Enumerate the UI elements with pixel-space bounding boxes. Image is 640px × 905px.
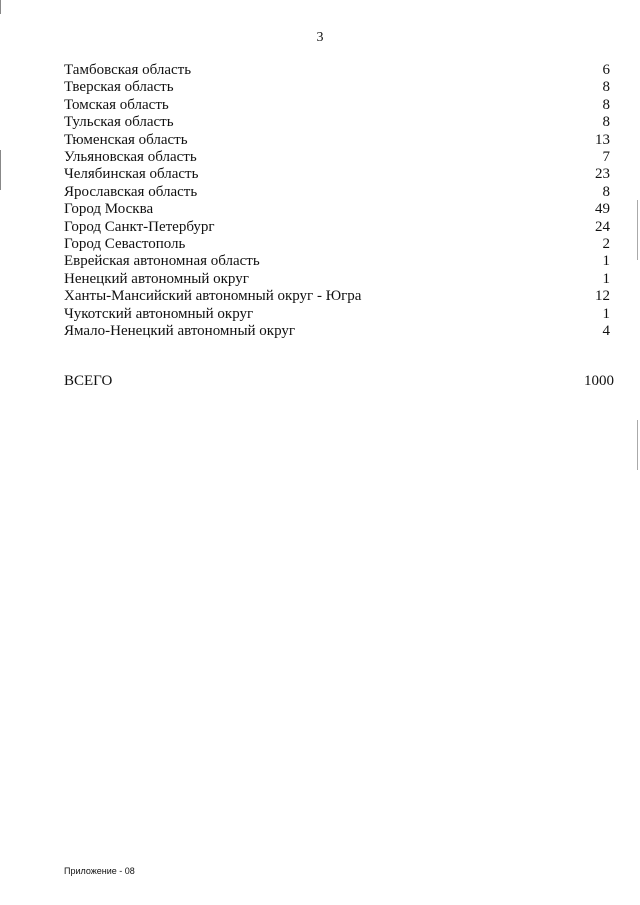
region-name: Ярославская область	[64, 183, 198, 200]
table-row	[64, 149, 610, 166]
table-row	[64, 166, 610, 183]
region-value: 1	[602, 305, 610, 322]
table-row	[64, 323, 610, 340]
page-number: 3	[316, 30, 324, 45]
region-name: Ненецкий автономный округ	[64, 270, 249, 287]
scan-edge-mark-right	[637, 420, 638, 470]
table-row	[64, 97, 610, 114]
region-value: 23	[595, 166, 610, 183]
region-name: Челябинская область	[64, 166, 199, 183]
region-name: Город Москва	[64, 201, 154, 218]
region-value: 1	[602, 253, 610, 270]
table-row	[64, 306, 610, 323]
table-row	[64, 132, 610, 149]
scan-edge-mark-left	[0, 0, 1, 14]
region-value: 49	[595, 201, 610, 218]
region-name: Тульская область	[64, 114, 174, 131]
table-row	[64, 79, 610, 96]
region-name: Еврейская автономная область	[64, 253, 260, 270]
region-name: Томская область	[64, 96, 169, 113]
table-row	[64, 62, 610, 79]
table-row	[64, 114, 610, 131]
table-row	[64, 201, 610, 218]
region-name: Ханты-Мансийский автономный округ - Югра	[64, 288, 362, 305]
region-name: Город Севастополь	[64, 236, 186, 253]
region-name: Ямало-Ненецкий автономный округ	[64, 323, 296, 340]
region-value: 7	[602, 149, 610, 166]
region-value: 2	[602, 236, 610, 253]
region-value: 8	[602, 79, 610, 96]
region-value: 4	[602, 323, 610, 340]
region-value: 1	[602, 270, 610, 287]
table-row	[64, 236, 610, 253]
region-value: 12	[595, 288, 610, 305]
total-value: 1000	[584, 373, 614, 389]
region-table	[64, 62, 610, 341]
region-name: Тверская область	[64, 79, 174, 96]
region-name: Тюменская область	[64, 131, 188, 148]
total-label: ВСЕГО	[64, 373, 113, 389]
table-row	[64, 253, 610, 270]
region-name: Город Санкт-Петербург	[64, 218, 215, 235]
table-row	[64, 288, 610, 305]
table-row	[64, 184, 610, 201]
table-row	[64, 219, 610, 236]
region-value: 8	[602, 114, 610, 131]
total-row	[64, 373, 614, 390]
footer-appendix-label: Приложение - 08	[64, 866, 135, 876]
region-value: 8	[602, 183, 610, 200]
scan-edge-mark-left	[0, 150, 1, 190]
scan-edge-mark-right	[637, 200, 638, 260]
region-value: 13	[595, 131, 610, 148]
region-value: 8	[602, 96, 610, 113]
table-row	[64, 271, 610, 288]
region-name: Ульяновская область	[64, 149, 197, 166]
region-value: 6	[602, 62, 610, 78]
region-value: 24	[595, 218, 610, 235]
region-name: Тамбовская область	[64, 62, 192, 78]
region-name: Чукотский автономный округ	[64, 305, 254, 322]
